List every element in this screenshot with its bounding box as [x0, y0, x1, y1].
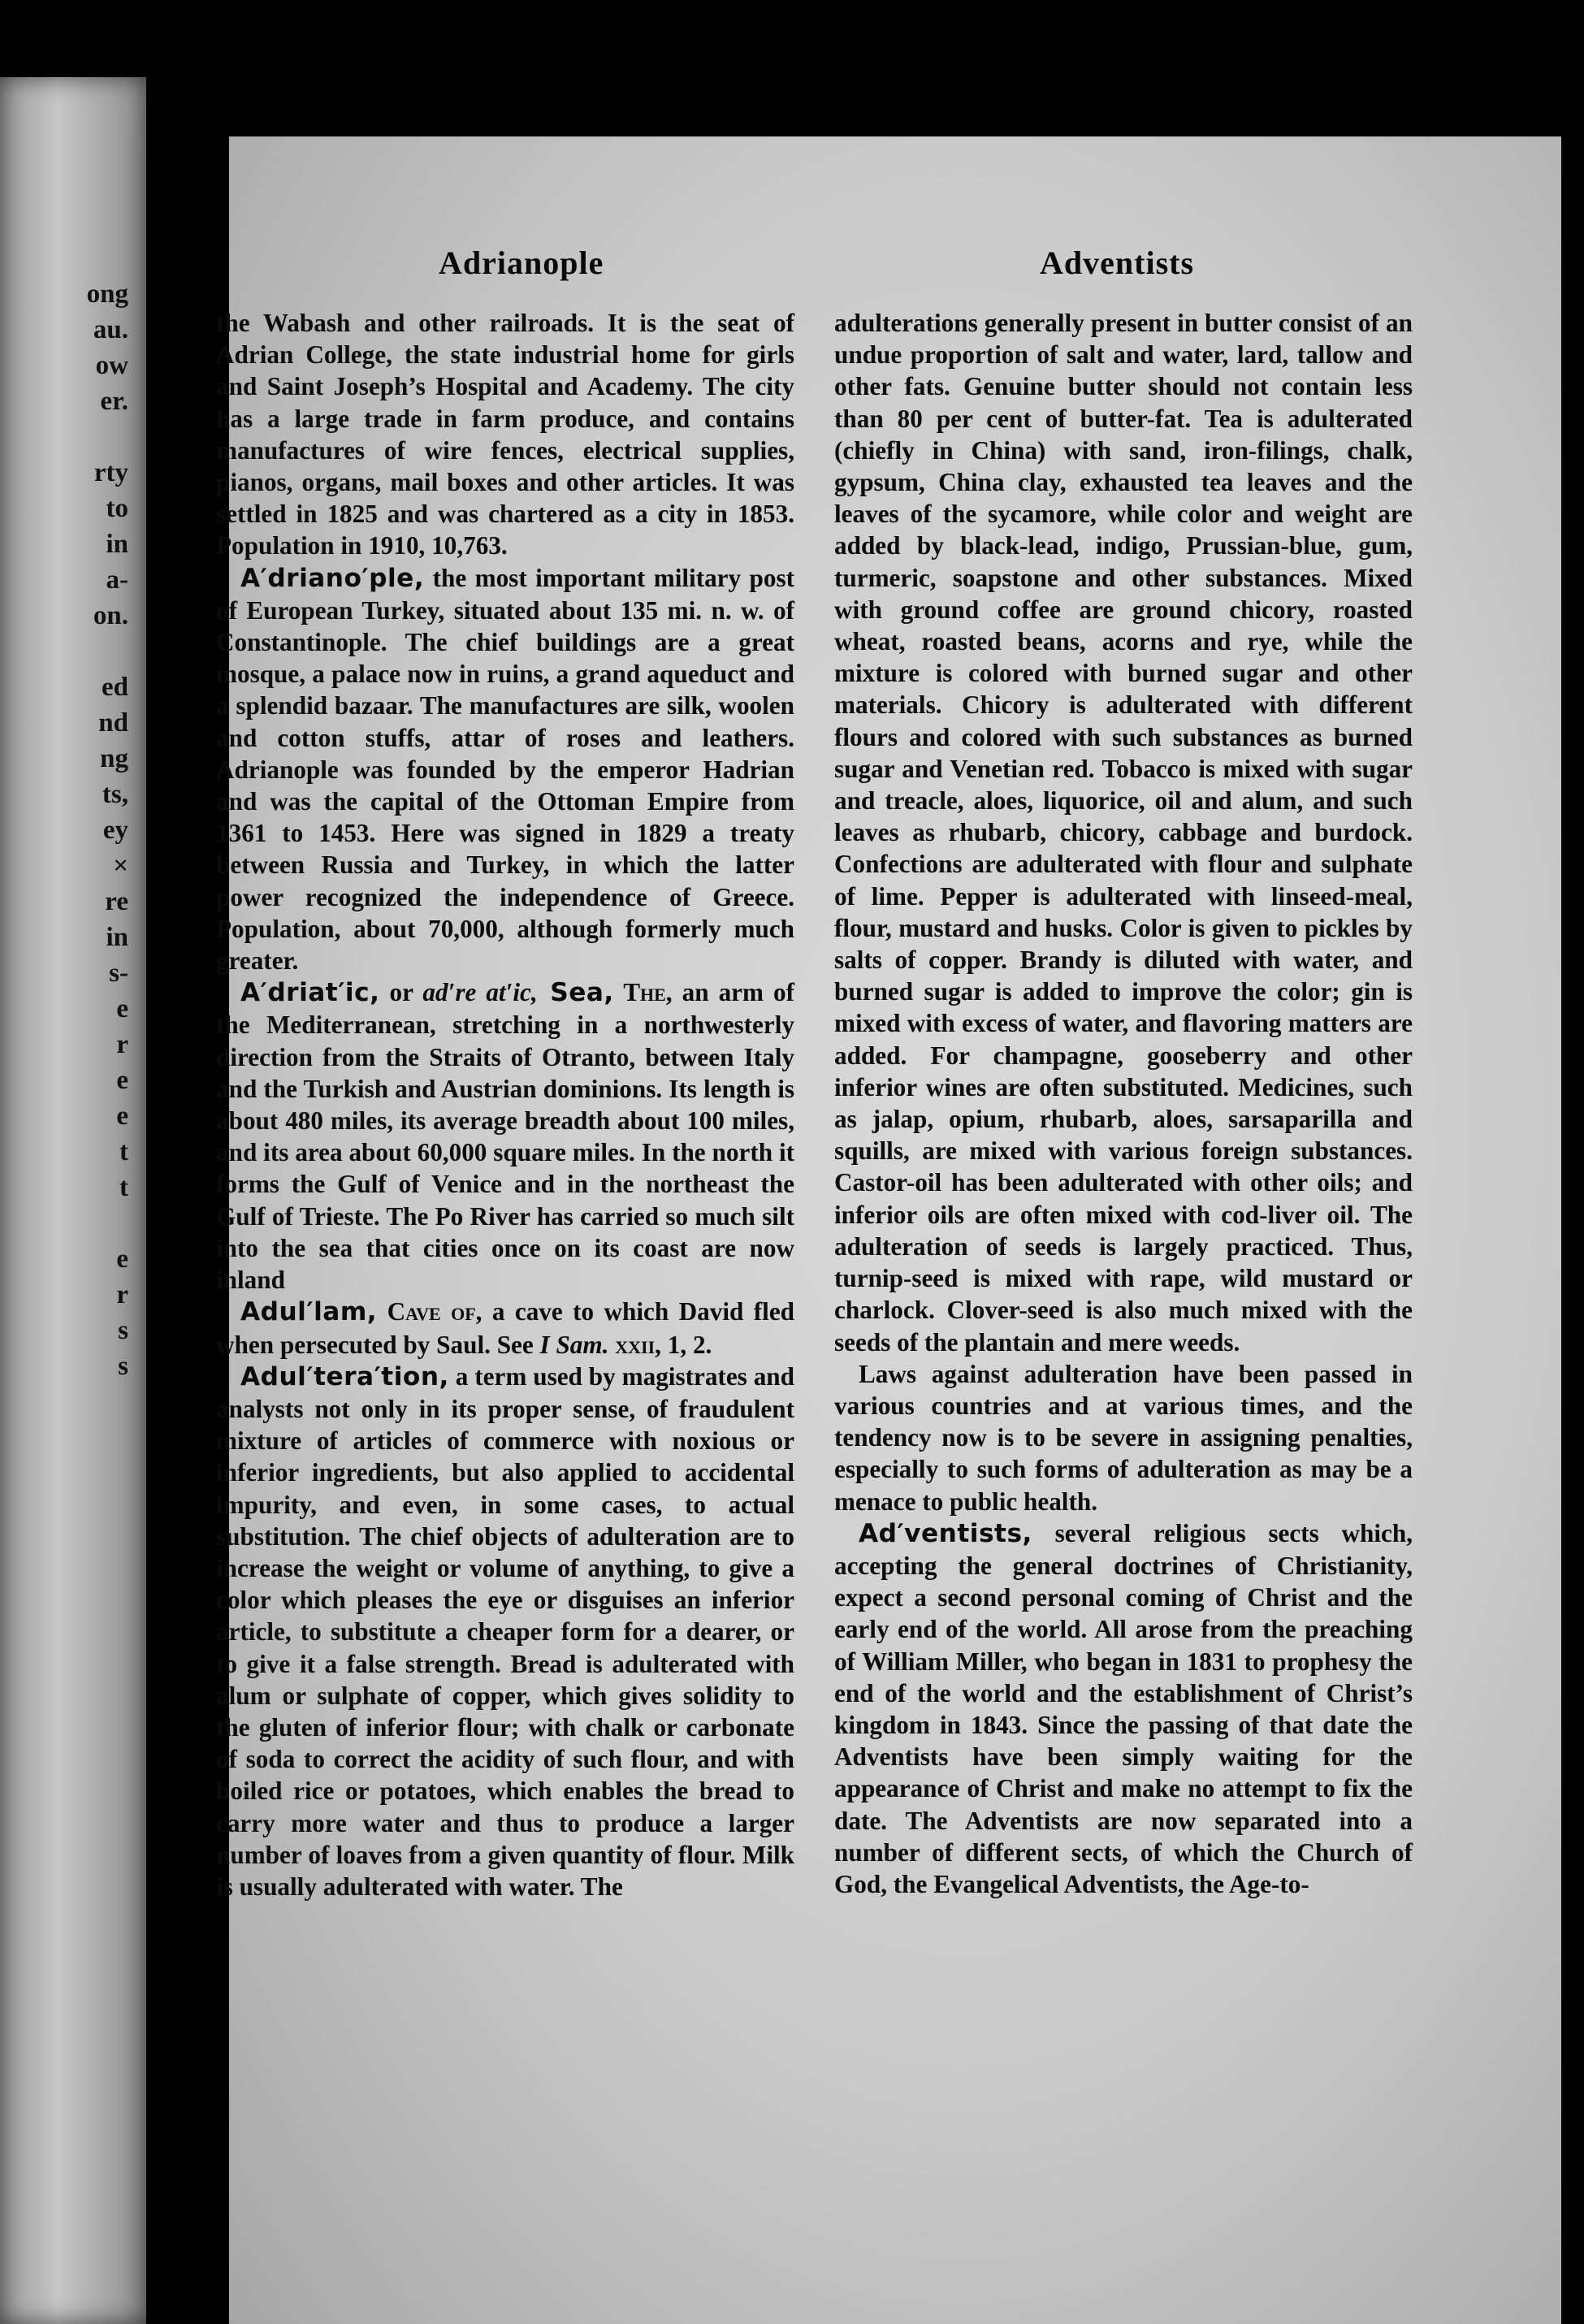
entry-adrianople — [216, 562, 794, 977]
edge-fragment: s — [118, 1352, 128, 1381]
edge-fragment: ey — [102, 816, 128, 845]
alternate-pronunciation: ad′re at′ic, — [422, 978, 538, 1007]
edge-fragment: nd — [98, 708, 128, 738]
headword: Adul′lam, — [240, 1297, 378, 1327]
entry-adriatic-sea — [216, 976, 794, 1296]
edge-fragment: re — [105, 887, 128, 916]
edge-fragment: ong — [86, 279, 128, 309]
adjacent-page-text-fragments — [6, 276, 128, 1384]
entry-text: a cave to which David fled when persecuted by Saul. See — [216, 1297, 795, 1359]
edge-fragment: r — [116, 1280, 128, 1309]
edge-fragment: s — [118, 1316, 128, 1345]
entry-adventists — [834, 1517, 1413, 1900]
edge-fragment: e — [116, 1244, 128, 1274]
edge-fragment: e — [116, 1066, 128, 1095]
headword-suffix: The, — [613, 978, 673, 1007]
edge-fragment: ng — [100, 744, 128, 773]
headword-part: Sea, — [537, 978, 614, 1008]
running-head-right: Adventists — [1040, 245, 1195, 281]
edge-fragment: a- — [106, 565, 128, 595]
edge-fragment: in — [106, 923, 128, 952]
headword-suffix: Cave of, — [377, 1297, 483, 1326]
edge-fragment: in — [106, 530, 128, 559]
edge-fragment: e — [116, 1101, 128, 1131]
edge-fragment: ts, — [102, 780, 128, 809]
edge-fragment: to — [106, 494, 128, 523]
edge-fragment: er. — [100, 387, 128, 416]
headword: Ad′ventists, — [859, 1518, 1032, 1548]
entry-adulteration — [216, 1361, 794, 1902]
edge-fragment: × — [113, 851, 128, 881]
edge-fragment: r — [116, 1030, 128, 1059]
continued-paragraph: the Wabash and other railroads. It is the seat of Adrian College, the state industrial home for girls and Saint Joseph’s Hospital and Academy. The city has a large trade in farm produce, and contains manufactures of wire fences, electrical supplies, pianos, organs, mail boxes and other articles. It was settled in 1825 and was chartered as a city in 1853. Population in 1910, 10,763. — [216, 309, 794, 560]
entry-text: a term used by magistrates and analysts not only in its proper sense, of fraudulent mixture of articles of commerce with noxious or inferior ingredients, but also applied to accidental impurity, and even, in some cases, to actual substitution. The chief objects of adulteration are to increase the weight or volume of anything, to give a color which pleases the eye or disguises an inferior article, to substitute a cheaper form for a dearer, or to give it a false strength. Bread is adulterated with alum or sulphate of copper, which gives solidity to the gluten of inferior flour; with chalk or carbonate of soda to correct the acidity of such flour, and with boiled rice or potatoes, which enables the bread to carry more water and thus to produce a larger number of loaves from a given quantity of flour. Milk is usually adulterated with water. The — [216, 1361, 794, 1901]
connector-text: or — [379, 978, 423, 1007]
bible-chapter: xxii, 1, 2. — [608, 1330, 712, 1359]
edge-fragment: ed — [102, 673, 128, 702]
entry-text: an arm of the Mediterranean, stretching in a northwesterly direction from the Straits of Otranto, between Italy and the Turkish and Austrian dominions. Its length is about 480 miles, its average breadth about 100 miles, and its area about 60,000 square miles. In the north it forms the Gulf of Venice and in the northeast the Gulf of Trieste. The Po River has carried so much silt into the sea that cities once on its coast are now inland — [216, 978, 794, 1295]
headword: A′driano′ple, — [240, 563, 425, 593]
edge-fragment: au. — [93, 315, 128, 344]
edge-fragment — [6, 1205, 128, 1241]
edge-fragment: e — [116, 994, 128, 1024]
running-head-left: Adrianople — [439, 245, 604, 281]
edge-fragment — [6, 634, 128, 669]
headword: A′driat′ic, — [240, 978, 380, 1008]
entry-adullam — [216, 1296, 794, 1360]
edge-fragment: t — [119, 1137, 128, 1166]
paragraph-laws: Laws against adulteration have been passed in various countries and at various times, and the tendency now is to be severe in assigning penalties, especially to such forms of adulteration as may be a menace to public health. — [834, 1359, 1413, 1516]
edge-fragment: on. — [93, 601, 128, 630]
entry-text: the most important military post of European Turkey, situated about 135 mi. n. w. of Constantinople. The chief buildings are a great mosque, a palace now in ruins, a grand aqueduct and a splendid bazaar. The manufactures are silk, woolen and cotton stuffs, attar of roses and leathers. Adrianople was founded by the emperor Hadrian and was the capital of the Ottoman Empire from 1361 to 1453. Here was signed in 1829 a treaty between Russia and Turkey, in which the latter power recognized the independence of Greece. Population, about 70,000, although formerly much greater. — [216, 563, 794, 976]
headword: Adul′tera′tion, — [240, 1361, 449, 1391]
edge-fragment: t — [119, 1173, 128, 1202]
edge-fragment: ow — [95, 351, 128, 380]
edge-fragment: s- — [109, 959, 128, 988]
right-text-column — [834, 307, 1413, 1900]
bible-reference: I Sam. — [539, 1330, 609, 1359]
continued-paragraph: adulterations generally present in butter consist of an undue proportion of salt and water, lard, tallow and other fats. Genuine butter should not contain less than 80 per cent of butter-fat. Tea is adulterated (chiefly in China) with sand, iron-filings, chalk, gypsum, China clay, exhausted tea leaves and the leaves of the sycamore, while color and weight are added by black-lead, indigo, Prussian-blue, gum, turmeric, soapstone and other substances. Mixed with ground coffee are ground chicory, roasted wheat, roasted beans, acorns and rye, while the mixture is colored with burned sugar and other materials. Chicory is adulterated with different flours and colored with such substances as burned sugar and Venetian red. Tobacco is mixed with sugar and treacle, aloes, liquorice, oil and alum, and such leaves as rhubarb, chicory, cabbage and burdock. Confections are adulterated with flour and sulphate of lime. Pepper is adulterated with linseed-meal, flour, mustard and husks. Color is given to pickles by salts of copper. Brandy is diluted with water, and burned sugar is added to improve the color; gin is mixed with excess of water, and flavoring matters are added. For champagne, gooseberry and other inferior wines are often substituted. Medicines, such as jalap, opium, rhubarb, aloes, sarsaparilla and squills, are mixed with various foreign substances. Castor-oil has been adulterated with other oils; and inferior oils are often mixed with cod-liver oil. The adulteration of seeds is largely practiced. Thus, turnip-seed is mixed with rape, wild mustard or charlock. Clover-seed is also much mixed with the seeds of the plantain and mere weeds. — [834, 309, 1413, 1357]
edge-fragment: rty — [93, 458, 128, 487]
left-text-column — [216, 307, 794, 1902]
entry-text: several religious sects which, accepting the general doctrines of Christianity, expect a second personal coming of Christ and the early end of the world. All arose from the preaching of William Miller, who began in 1831 to prophesy the end of the world and the establishment of Christ’s kingdom in 1843. Since the passing of that date the Adventists have been simply waiting for the appearance of Christ and make no attempt to fix the date. The Adventists are now separated into a number of different sects, of which the Church of God, the Evangelical Adventists, the Age-to- — [834, 1518, 1413, 1898]
edge-fragment — [6, 419, 128, 455]
